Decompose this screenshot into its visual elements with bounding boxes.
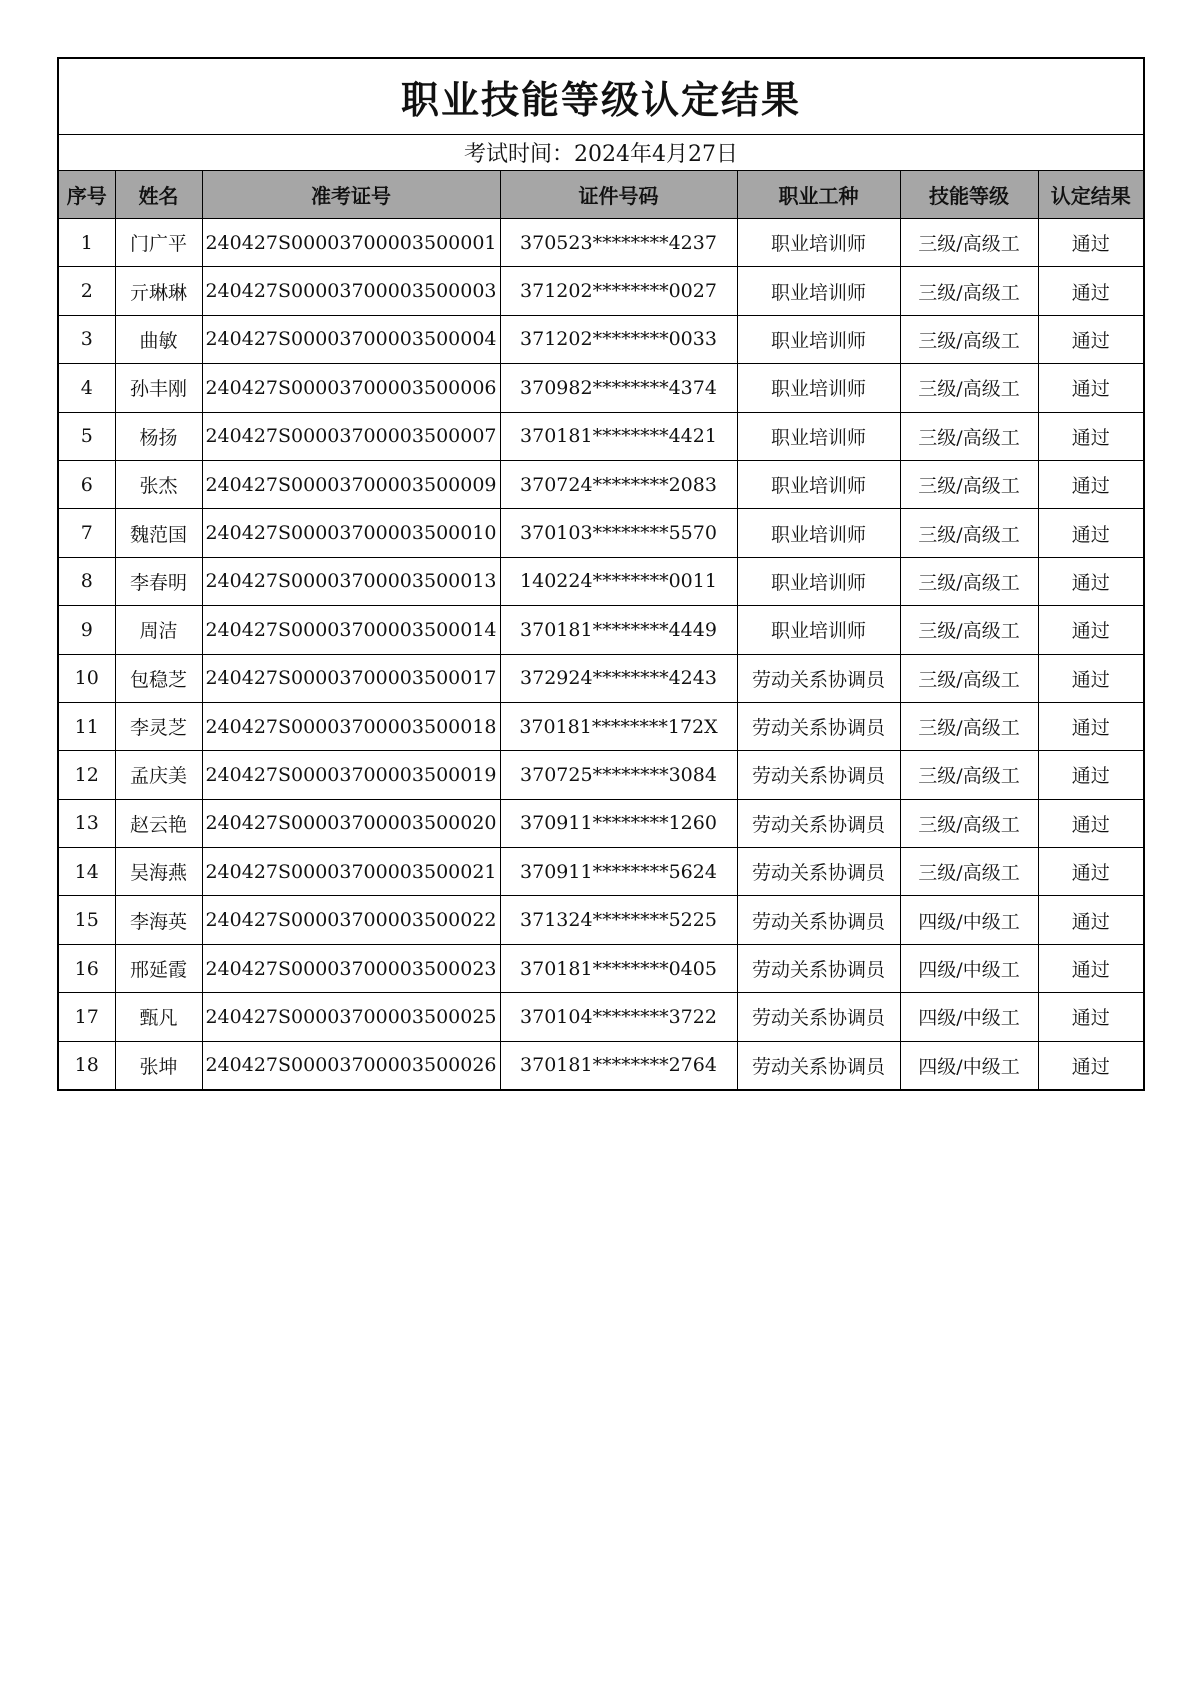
cell-result: 通过 [1038, 412, 1144, 460]
column-header-index: 序号 [58, 171, 115, 219]
cell-result: 通过 [1038, 993, 1144, 1041]
cell-skill-level: 三级/高级工 [900, 702, 1038, 750]
table-row [58, 219, 1144, 267]
cell-skill-level: 四级/中级工 [900, 944, 1038, 992]
table-row [58, 557, 1144, 605]
title-row [58, 58, 1144, 135]
cell-skill-level: 三级/高级工 [900, 654, 1038, 702]
cell-name: 曲敏 [115, 315, 202, 363]
exam-date: 考试时间：2024年4月27日 [58, 135, 1144, 171]
cell-index: 10 [58, 654, 115, 702]
cell-index: 1 [58, 219, 115, 267]
cell-index: 18 [58, 1041, 115, 1090]
cell-ticket-number: 240427S00003700003500020 [202, 799, 500, 847]
cell-index: 8 [58, 557, 115, 605]
column-header-result: 认定结果 [1038, 171, 1144, 219]
cell-ticket-number: 240427S00003700003500017 [202, 654, 500, 702]
table-row [58, 412, 1144, 460]
cell-id-number: 370911********5624 [500, 848, 737, 896]
cell-id-number: 370103********5570 [500, 509, 737, 557]
cell-skill-level: 三级/高级工 [900, 557, 1038, 605]
cell-occupation: 劳动关系协调员 [737, 896, 900, 944]
cell-result: 通过 [1038, 944, 1144, 992]
cell-name: 李海英 [115, 896, 202, 944]
cell-ticket-number: 240427S00003700003500026 [202, 1041, 500, 1090]
cell-skill-level: 四级/中级工 [900, 896, 1038, 944]
cell-name: 李灵芝 [115, 702, 202, 750]
cell-id-number: 370181********0405 [500, 944, 737, 992]
page-title: 职业技能等级认定结果 [58, 58, 1144, 135]
cell-ticket-number: 240427S00003700003500019 [202, 751, 500, 799]
cell-skill-level: 三级/高级工 [900, 267, 1038, 315]
cell-name: 李春明 [115, 557, 202, 605]
cell-skill-level: 三级/高级工 [900, 751, 1038, 799]
cell-occupation: 职业培训师 [737, 267, 900, 315]
cell-ticket-number: 240427S00003700003500022 [202, 896, 500, 944]
cell-result: 通过 [1038, 1041, 1144, 1090]
cell-name: 周洁 [115, 606, 202, 654]
cell-occupation: 职业培训师 [737, 606, 900, 654]
cell-skill-level: 四级/中级工 [900, 1041, 1038, 1090]
cell-index: 17 [58, 993, 115, 1041]
cell-index: 9 [58, 606, 115, 654]
cell-index: 16 [58, 944, 115, 992]
cell-name: 孟庆美 [115, 751, 202, 799]
cell-id-number: 370724********2083 [500, 460, 737, 508]
column-header-name: 姓名 [115, 171, 202, 219]
cell-index: 15 [58, 896, 115, 944]
cell-result: 通过 [1038, 751, 1144, 799]
cell-ticket-number: 240427S00003700003500013 [202, 557, 500, 605]
cell-id-number: 371324********5225 [500, 896, 737, 944]
cell-result: 通过 [1038, 848, 1144, 896]
table-row [58, 993, 1144, 1041]
table-row [58, 654, 1144, 702]
cell-result: 通过 [1038, 896, 1144, 944]
exam-date-row [58, 135, 1144, 171]
cell-id-number: 370104********3722 [500, 993, 737, 1041]
cell-name: 门广平 [115, 219, 202, 267]
cell-result: 通过 [1038, 315, 1144, 363]
table-row [58, 944, 1144, 992]
cell-result: 通过 [1038, 702, 1144, 750]
cell-result: 通过 [1038, 267, 1144, 315]
table-row [58, 315, 1144, 363]
cell-ticket-number: 240427S00003700003500010 [202, 509, 500, 557]
cell-index: 12 [58, 751, 115, 799]
cell-name: 杨扬 [115, 412, 202, 460]
cell-name: 吴海燕 [115, 848, 202, 896]
cell-occupation: 职业培训师 [737, 509, 900, 557]
cell-ticket-number: 240427S00003700003500023 [202, 944, 500, 992]
cell-id-number: 370911********1260 [500, 799, 737, 847]
cell-occupation: 劳动关系协调员 [737, 993, 900, 1041]
column-header-skill-level: 技能等级 [900, 171, 1038, 219]
cell-occupation: 职业培训师 [737, 315, 900, 363]
table-row [58, 1041, 1144, 1090]
cell-skill-level: 三级/高级工 [900, 364, 1038, 412]
cell-skill-level: 三级/高级工 [900, 509, 1038, 557]
cell-id-number: 372924********4243 [500, 654, 737, 702]
cell-result: 通过 [1038, 799, 1144, 847]
cell-name: 包稳芝 [115, 654, 202, 702]
cell-id-number: 370523********4237 [500, 219, 737, 267]
cell-name: 赵云艳 [115, 799, 202, 847]
cell-result: 通过 [1038, 606, 1144, 654]
cell-occupation: 劳动关系协调员 [737, 654, 900, 702]
cell-name: 魏范国 [115, 509, 202, 557]
table-row [58, 267, 1144, 315]
column-header-occupation: 职业工种 [737, 171, 900, 219]
cell-name: 张坤 [115, 1041, 202, 1090]
table-row [58, 848, 1144, 896]
cell-id-number: 371202********0027 [500, 267, 737, 315]
cell-result: 通过 [1038, 364, 1144, 412]
cell-skill-level: 三级/高级工 [900, 315, 1038, 363]
cell-index: 4 [58, 364, 115, 412]
cell-ticket-number: 240427S00003700003500014 [202, 606, 500, 654]
cell-ticket-number: 240427S00003700003500004 [202, 315, 500, 363]
cell-ticket-number: 240427S00003700003500021 [202, 848, 500, 896]
cell-occupation: 职业培训师 [737, 364, 900, 412]
cell-skill-level: 三级/高级工 [900, 799, 1038, 847]
column-header-ticket-number: 准考证号 [202, 171, 500, 219]
cell-result: 通过 [1038, 509, 1144, 557]
cell-ticket-number: 240427S00003700003500007 [202, 412, 500, 460]
cell-id-number: 370725********3084 [500, 751, 737, 799]
cell-id-number: 370181********4421 [500, 412, 737, 460]
cell-index: 13 [58, 799, 115, 847]
cell-ticket-number: 240427S00003700003500003 [202, 267, 500, 315]
cell-name: 邢延霞 [115, 944, 202, 992]
cell-id-number: 140224********0011 [500, 557, 737, 605]
cell-id-number: 370181********4449 [500, 606, 737, 654]
cell-occupation: 劳动关系协调员 [737, 944, 900, 992]
table-row [58, 606, 1144, 654]
table-row [58, 896, 1144, 944]
cell-occupation: 劳动关系协调员 [737, 848, 900, 896]
cell-name: 孙丰刚 [115, 364, 202, 412]
cell-name: 亓琳琳 [115, 267, 202, 315]
cell-result: 通过 [1038, 557, 1144, 605]
table-row [58, 799, 1144, 847]
cell-occupation: 职业培训师 [737, 557, 900, 605]
cell-name: 张杰 [115, 460, 202, 508]
cell-result: 通过 [1038, 219, 1144, 267]
table-row [58, 364, 1144, 412]
cell-ticket-number: 240427S00003700003500006 [202, 364, 500, 412]
cell-occupation: 职业培训师 [737, 412, 900, 460]
cell-occupation: 职业培训师 [737, 219, 900, 267]
cell-index: 7 [58, 509, 115, 557]
cell-skill-level: 三级/高级工 [900, 848, 1038, 896]
cell-id-number: 370181********172X [500, 702, 737, 750]
cell-skill-level: 三级/高级工 [900, 412, 1038, 460]
cell-skill-level: 三级/高级工 [900, 460, 1038, 508]
table-row [58, 460, 1144, 508]
cell-ticket-number: 240427S00003700003500025 [202, 993, 500, 1041]
cell-index: 2 [58, 267, 115, 315]
cell-id-number: 370181********2764 [500, 1041, 737, 1090]
cell-result: 通过 [1038, 654, 1144, 702]
cell-index: 3 [58, 315, 115, 363]
cell-ticket-number: 240427S00003700003500009 [202, 460, 500, 508]
cell-index: 6 [58, 460, 115, 508]
cell-result: 通过 [1038, 460, 1144, 508]
cell-index: 11 [58, 702, 115, 750]
cell-id-number: 370982********4374 [500, 364, 737, 412]
cell-ticket-number: 240427S00003700003500001 [202, 219, 500, 267]
cell-occupation: 劳动关系协调员 [737, 799, 900, 847]
cell-skill-level: 四级/中级工 [900, 993, 1038, 1041]
table-row [58, 509, 1144, 557]
cell-name: 甄凡 [115, 993, 202, 1041]
table-row [58, 702, 1144, 750]
cell-occupation: 职业培训师 [737, 460, 900, 508]
cell-id-number: 371202********0033 [500, 315, 737, 363]
header-row [58, 171, 1144, 219]
cell-occupation: 劳动关系协调员 [737, 1041, 900, 1090]
column-header-id-number: 证件号码 [500, 171, 737, 219]
table-row [58, 751, 1144, 799]
cell-skill-level: 三级/高级工 [900, 606, 1038, 654]
cell-occupation: 劳动关系协调员 [737, 751, 900, 799]
cell-ticket-number: 240427S00003700003500018 [202, 702, 500, 750]
cell-occupation: 劳动关系协调员 [737, 702, 900, 750]
cell-index: 5 [58, 412, 115, 460]
cell-index: 14 [58, 848, 115, 896]
cell-skill-level: 三级/高级工 [900, 219, 1038, 267]
results-table [57, 57, 1145, 1091]
